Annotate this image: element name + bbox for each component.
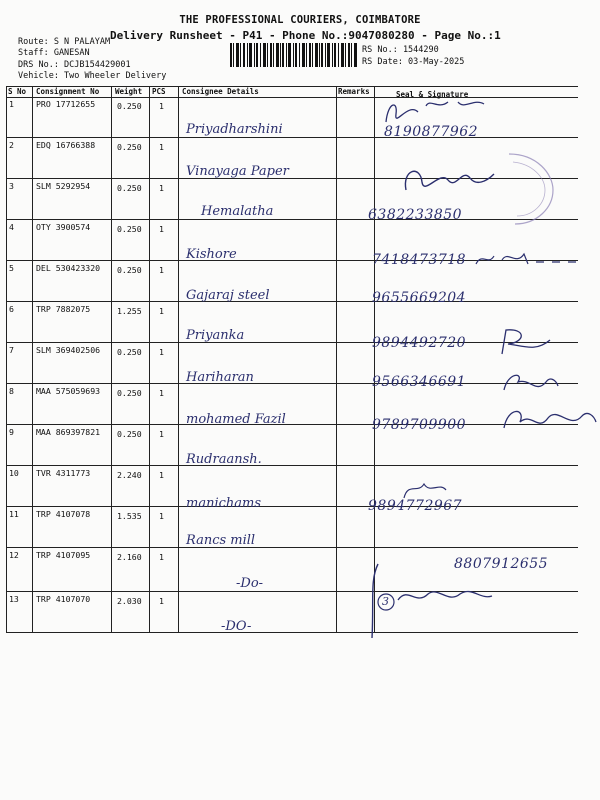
row-consignee: -Do-: [236, 576, 264, 591]
row-sno: 10: [9, 468, 19, 478]
runsheet-title: Delivery Runsheet - P41 - Phone No.:9047080280 - Page No.:1: [110, 29, 501, 42]
row-pcs: 1: [159, 470, 164, 480]
row-consignment: OTY 3900574: [36, 222, 91, 232]
row-phone: 6382233850: [368, 207, 463, 223]
row-sno: 3: [9, 181, 14, 191]
row-consignee: Priyanka: [186, 328, 245, 343]
row-weight: 0.250: [117, 101, 142, 111]
row-consignment: MAA 575059693: [36, 386, 101, 396]
row-consignee: mohamed Fazil: [186, 412, 286, 427]
row-weight: 0.250: [117, 224, 142, 234]
column-divider: [32, 86, 33, 633]
row-phone: 7418473718: [372, 252, 467, 268]
company-name: THE PROFESSIONAL COURIERS, COIMBATORE: [179, 14, 421, 26]
row-sno: 7: [9, 345, 14, 355]
row-consignee: Vinayaga Paper: [186, 164, 289, 179]
row-consignee: Rancs mill: [186, 533, 256, 548]
row-weight: 0.250: [117, 429, 142, 439]
row-sno: 13: [9, 594, 19, 604]
col-header-weight: Weight: [115, 87, 143, 96]
row-phone: 8807912655: [454, 556, 549, 572]
row-pcs: 1: [159, 265, 164, 275]
row-sno: 5: [9, 263, 14, 273]
row-phone: 9655669204: [372, 290, 467, 306]
row-phone: 9894772967: [368, 498, 463, 514]
row-phone: 9566346691: [372, 374, 467, 390]
circled-count: 3: [382, 595, 389, 608]
signature-scribble: [472, 248, 584, 270]
row-consignee: Kishore: [186, 247, 237, 262]
row-divider: [6, 424, 578, 425]
row-sno: 12: [9, 550, 19, 560]
row-consignment: DEL 530423320: [36, 263, 101, 273]
row-consignee: Rudraansh.: [186, 452, 262, 467]
vehicle-label: Vehicle: Two Wheeler Delivery: [18, 71, 167, 81]
row-weight: 1.255: [117, 306, 142, 316]
row-divider: [6, 219, 578, 220]
signature-scribble: [378, 96, 498, 126]
row-consignment: EDQ 16766388: [36, 140, 96, 150]
row-pcs: 1: [159, 596, 164, 606]
row-divider: [6, 383, 578, 384]
signature-scribble: [496, 326, 556, 358]
row-weight: 2.030: [117, 596, 142, 606]
row-consignment: TRP 4107070: [36, 594, 91, 604]
row-pcs: 1: [159, 306, 164, 316]
row-divider: [6, 137, 578, 138]
row-pcs: 1: [159, 511, 164, 521]
row-weight: 0.250: [117, 388, 142, 398]
row-weight: 0.250: [117, 265, 142, 275]
drs-number: DRS No.: DCJB154429001: [18, 60, 131, 70]
row-divider: [6, 301, 578, 302]
col-header-pcs: PCS: [152, 87, 166, 96]
row-sno: 11: [9, 509, 19, 519]
row-consignee: Hariharan: [186, 370, 254, 385]
row-consignment: TRP 7882075: [36, 304, 91, 314]
rs-date: RS Date: 03-May-2025: [362, 57, 465, 67]
row-consignment: PRO 17712655: [36, 99, 96, 109]
col-header-remarks: Remarks: [338, 87, 370, 96]
row-weight: 0.250: [117, 142, 142, 152]
row-consignment: MAA 869397821: [36, 427, 101, 437]
row-sno: 9: [9, 427, 14, 437]
col-header-consignment: Consignment No: [36, 87, 100, 96]
row-consignment: TRP 4107078: [36, 509, 91, 519]
row-divider: [6, 547, 578, 548]
col-header-consignee: Consignee Details: [182, 87, 259, 96]
row-consignment: TVR 4311773: [36, 468, 91, 478]
row-weight: 2.160: [117, 552, 142, 562]
row-divider: [6, 506, 578, 507]
signature-scribble: [400, 160, 500, 200]
row-pcs: 1: [159, 183, 164, 193]
row-sno: 6: [9, 304, 14, 314]
row-pcs: 1: [159, 552, 164, 562]
row-sno: 8: [9, 386, 14, 396]
column-divider: [178, 86, 179, 633]
row-divider: [6, 342, 578, 343]
row-phone: 9894492720: [372, 335, 467, 351]
row-pcs: 1: [159, 347, 164, 357]
row-consignment: SLM 5292954: [36, 181, 91, 191]
row-weight: 0.250: [117, 347, 142, 357]
row-phone: 8190877962: [384, 124, 479, 140]
row-sno: 1: [9, 99, 14, 109]
row-consignee: -DO-: [221, 619, 252, 634]
row-weight: 1.535: [117, 511, 142, 521]
row-pcs: 1: [159, 388, 164, 398]
signature-scribble: [498, 402, 598, 436]
row-pcs: 1: [159, 142, 164, 152]
row-divider: [6, 465, 578, 466]
row-pcs: 1: [159, 224, 164, 234]
row-weight: 2.240: [117, 470, 142, 480]
row-pcs: 1: [159, 101, 164, 111]
row-consignment: TRP 4107095: [36, 550, 91, 560]
row-phone: 9789709900: [372, 417, 467, 433]
row-consignee: manichams: [186, 496, 262, 511]
stamp-seal: [507, 148, 555, 228]
column-divider: [336, 86, 337, 633]
row-weight: 0.250: [117, 183, 142, 193]
row-consignment: SLM 369402506: [36, 345, 101, 355]
signature-scribble: [500, 368, 560, 396]
barcode-image: [230, 43, 358, 67]
col-header-signature: Seal & Signature: [396, 90, 469, 99]
row-consignee: Gajaraj steel: [186, 288, 270, 303]
column-divider: [374, 86, 375, 633]
row-consignee: Hemalatha: [201, 204, 274, 219]
table-border-left: [6, 86, 7, 633]
route-label: Route: S N PALAYAM: [18, 37, 111, 47]
col-header-sno: S No: [8, 87, 27, 96]
column-divider: [111, 86, 112, 633]
column-divider: [149, 86, 150, 633]
row-consignee: Priyadharshini: [186, 122, 283, 137]
row-sno: 2: [9, 140, 14, 150]
row-sno: 4: [9, 222, 14, 232]
staff-label: Staff: GANESAN: [18, 48, 90, 58]
row-pcs: 1: [159, 429, 164, 439]
rs-number: RS No.: 1544290: [362, 45, 439, 55]
signature-scribble: [400, 478, 450, 502]
